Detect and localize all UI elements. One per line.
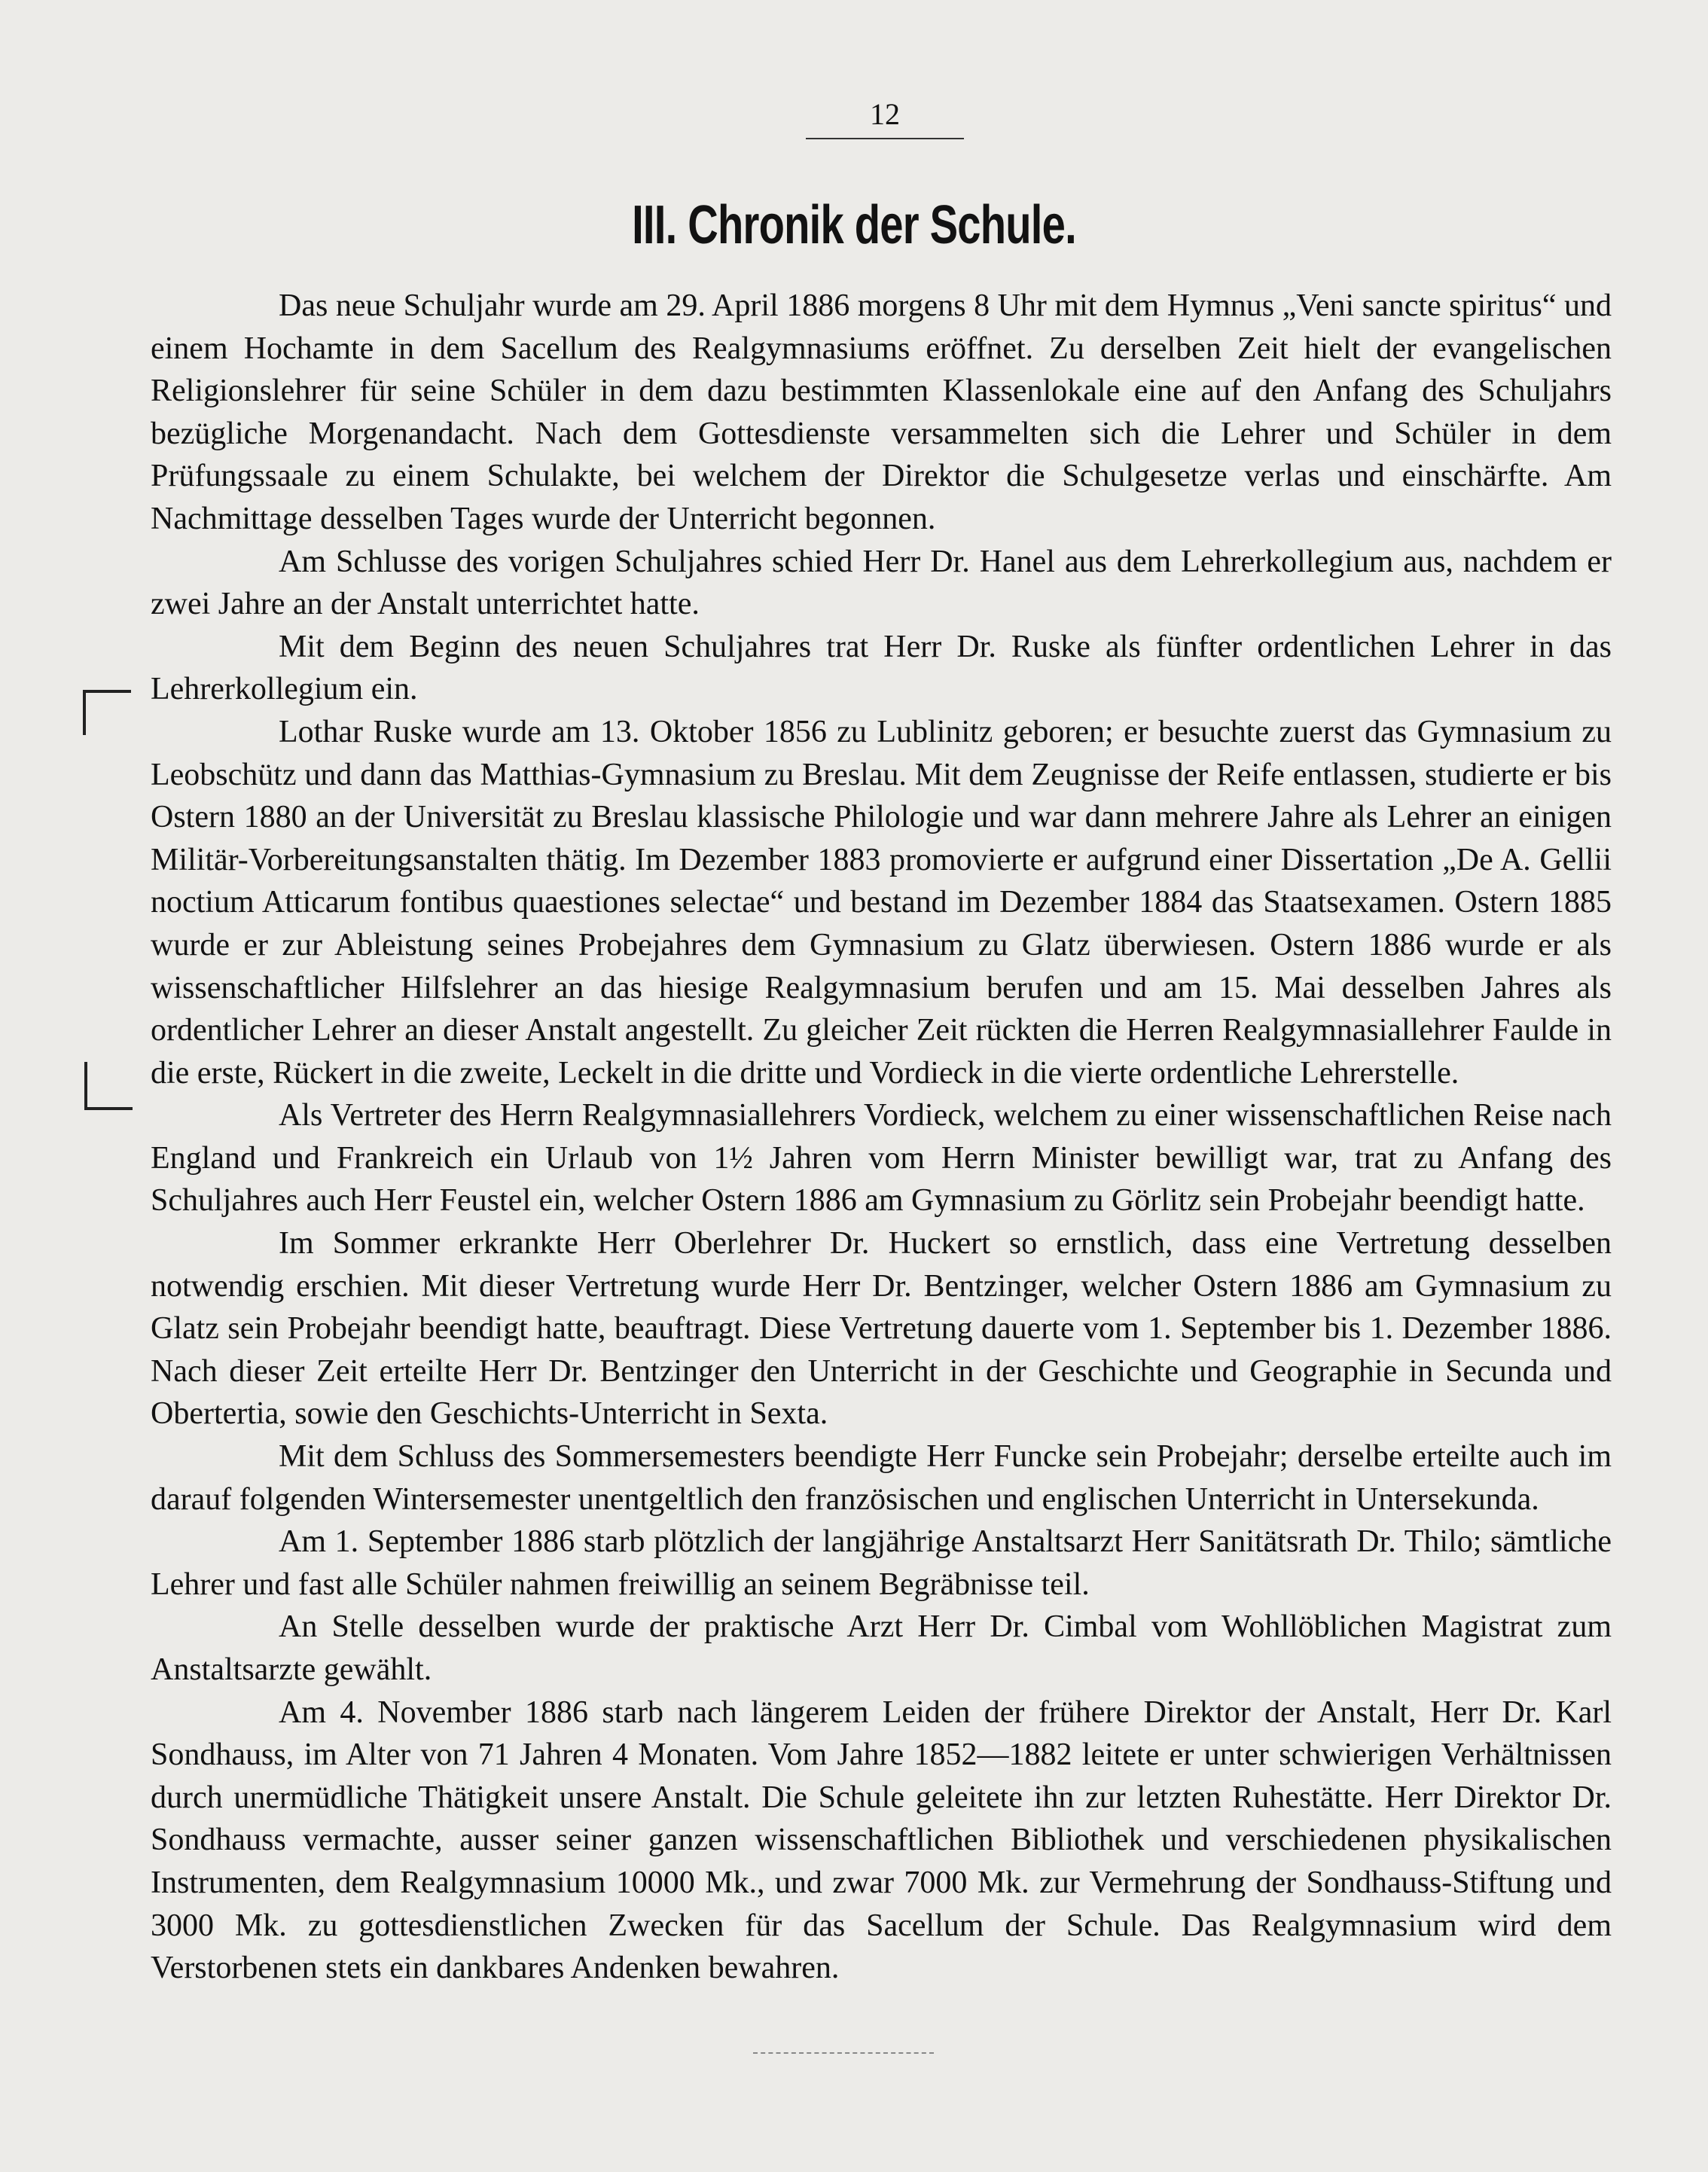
paragraph-ruske-entry: Mit dem Beginn des neuen Schuljahres trat Herr Dr. Ruske als fünfter ordentlichen Lehrer in das Lehrerkollegium ein. — [151, 629, 1612, 707]
paragraph-cimbal-appointment: An Stelle desselben wurde der praktische Arzt Herr Dr. Cimbal vom Wohllöblichen Magistrat zum Anstaltsarzte gewählt. — [151, 1609, 1612, 1687]
chronicle-body — [151, 285, 1612, 1990]
footer-divider — [753, 2052, 934, 2054]
paragraph-vordieck-substitute: Als Vertreter des Herrn Realgymnasiallehrers Vordieck, welchem zu einer wissenschaftlichen Reise nach England und Frankreich ein Urlaub von 1½ Jahren vom Herrn Minister bewilligt war, trat zu Anfang des Schuljahres auch Herr Feustel ein, welcher Ostern 1886 am Gymnasium zu Görlitz sein Probejahr beendigt hatte. — [151, 1098, 1612, 1219]
page-title: III. Chronik der Schule. — [632, 195, 1076, 255]
paragraph-huckert-illness: Im Sommer erkrankte Herr Oberlehrer Dr. Huckert so ernstlich, dass eine Vertretung desselben notwendig erschien. Mit dieser Vertretung wurde Herr Dr. Bentzinger, welcher Ostern 1886 am Gymnasium zu Glatz sein Probejahr beendigt hatte, beauftragt. Diese Vertretung dauerte vom 1. September bis 1. Dezember 1886. Nach dieser Zeit erteilte Herr Dr. Bentzinger den Unterricht in der Geschichte und Geographie in Secunda und Obertertia, sowie den Geschichts-Unterricht in Sexta. — [151, 1226, 1612, 1432]
page-number: 12 — [806, 96, 964, 139]
paragraph-school-year-opening: Das neue Schuljahr wurde am 29. April 1886 morgens 8 Uhr mit dem Hymnus „Veni sancte spiritus“ und einem Hochamte in dem Sacellum des Realgymnasiums eröffnet. Zu derselben Zeit hielt der evangelischen Religionslehrer für seine Schüler in dem dazu bestimmten Klassenlokale eine auf den Anfang des Schuljahrs bezügliche Morgenandacht. Nach dem Gottesdienste versammelten sich die Lehrer und Schüler in dem Prüfungssaale zu einem Schulakte, bei welchem der Direktor die Schulgesetze verlas und einschärfte. Am Nachmittage desselben Tages wurde der Unterricht begonnen. — [151, 288, 1612, 536]
handwritten-bracket-mark — [84, 1062, 133, 1110]
paragraph-ruske-biography: Lothar Ruske wurde am 13. Oktober 1856 zu Lublinitz geboren; er besuchte zuerst das Gymnasium zu Leobschütz und dann das Matthias-Gymnasium zu Breslau. Mit dem Zeugnisse der Reife entlassen, studierte er bis Ostern 1880 an der Universität zu Breslau klassische Philologie und war dann mehrere Jahre als Lehrer an einigen Militär-Vorbereitungsanstalten thätig. Im Dezember 1883 promovierte er aufgrund einer Dissertation „De A. Gellii noctium Atticarum fontibus quaestiones selectae“ und bestand im Dezember 1884 das Staatsexamen. Ostern 1885 wurde er zur Ableistung seines Probejahres dem Gymnasium zu Glatz überwiesen. Ostern 1886 wurde er als wissenschaftlicher Hilfslehrer an das hiesige Realgymnasium berufen und am 15. Mai desselben Jahres als ordentlicher Lehrer an dieser Anstalt angestellt. Zu gleicher Zeit rückten die Herren Realgymnasiallehrer Faulde in die erste, Rückert in die zweite, Leckelt in die dritte und Vordieck in die vierte ordentliche Lehrerstelle. — [151, 714, 1612, 1091]
paragraph-thilo-death: Am 1. September 1886 starb plötzlich der langjährige Anstaltsarzt Herr Sanitätsrath Dr. Thilo; sämtliche Lehrer und fast alle Schüler nahmen freiwillig an seinem Begräbnisse teil. — [151, 1524, 1612, 1602]
paragraph-hanel-departure: Am Schlusse des vorigen Schuljahres schied Herr Dr. Hanel aus dem Lehrerkollegium aus, nachdem er zwei Jahre an der Anstalt unterrichtet hatte. — [151, 544, 1612, 622]
paragraph-sondhauss-death: Am 4. November 1886 starb nach längerem Leiden der frühere Direktor der Anstalt, Herr Dr. Karl Sondhauss, im Alter von 71 Jahren 4 Monaten. Vom Jahre 1852—1882 leitete er unter schwierigen Verhältnissen durch unermüdliche Thätigkeit unsere Anstalt. Die Schule geleitete ihn zur letzten Ruhestätte. Herr Direktor Dr. Sondhauss vermachte, ausser seiner ganzen wissenschaftlichen Bibliothek und verschiedenen physikalischen Instrumenten, dem Realgymnasium 10000 Mk., und zwar 7000 Mk. zur Vermehrung der Sondhauss-Stiftung und 3000 Mk. zu gottesdienstlichen Zwecken für das Sacellum der Schule. Das Realgymnasium wird dem Verstorbenen stets ein dankbares Andenken bewahren. — [151, 1695, 1612, 1986]
paragraph-funcke-probation: Mit dem Schluss des Sommersemesters beendigte Herr Funcke sein Probejahr; derselbe erteilte auch im darauf folgenden Wintersemester unentgeltlich den französischen und englischen Unterricht in Untersekunda. — [151, 1439, 1612, 1517]
handwritten-bracket-mark — [83, 690, 131, 735]
